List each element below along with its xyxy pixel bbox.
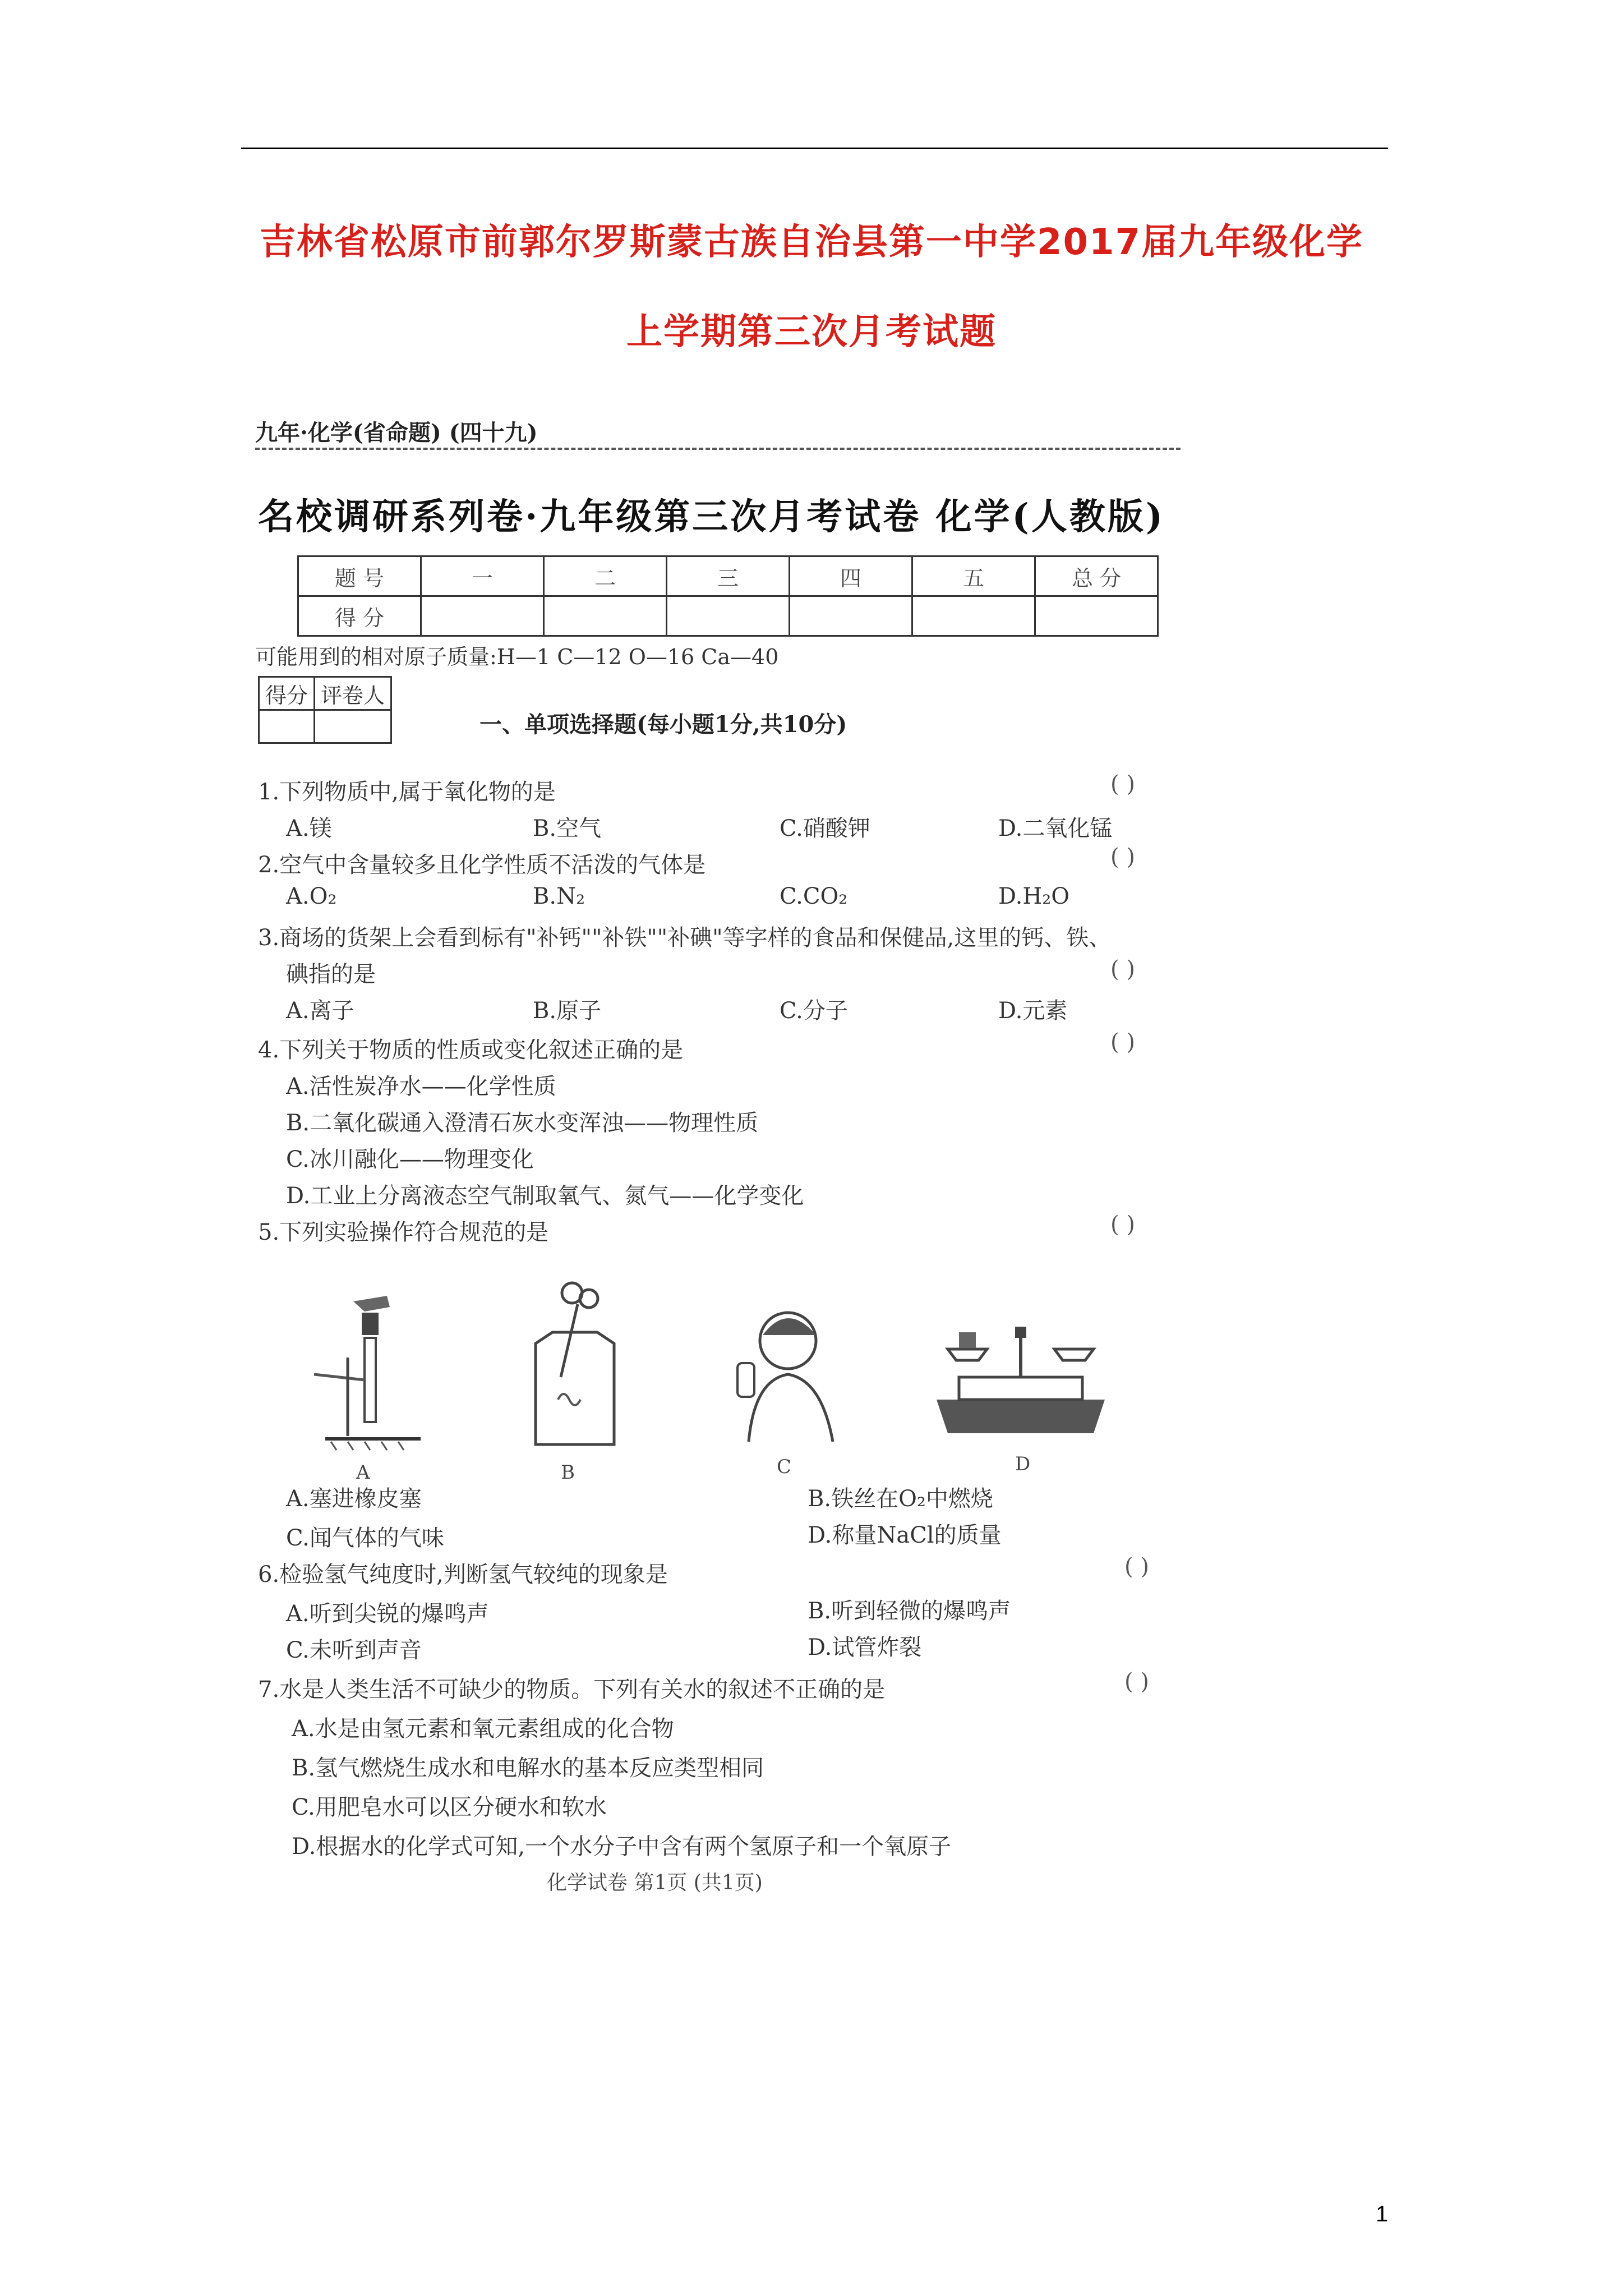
exam-header: 九年·化学(省命题) (四十九) xyxy=(255,420,538,446)
page-number: 1 xyxy=(1376,2202,1389,2226)
q3-option-b: B.原子 xyxy=(533,998,602,1024)
section-heading: 一、单项选择题(每小题1分,共10分) xyxy=(479,711,847,738)
score-table-header-row xyxy=(298,556,1158,596)
score-cell xyxy=(912,596,1035,636)
q3-stem-cont: 碘指的是 xyxy=(286,961,376,987)
exam-footer: 化学试卷 第1页 (共1页) xyxy=(547,1871,763,1894)
q2-option-a: A.O₂ xyxy=(286,884,337,909)
q5-option-b: B.铁丝在O₂中燃烧 xyxy=(808,1486,993,1512)
q7-option-a: A.水是由氢元素和氧元素组成的化合物 xyxy=(292,1716,674,1742)
score-cell xyxy=(1035,596,1158,636)
q5-option-c: C.闻气体的气味 xyxy=(286,1525,444,1551)
q6-option-b: B.听到轻微的爆鸣声 xyxy=(808,1598,1011,1624)
q6-option-a: A.听到尖锐的爆鸣声 xyxy=(286,1601,489,1627)
score-cell: 三 xyxy=(667,556,790,596)
figure-b-label: B xyxy=(561,1461,575,1484)
figure-b-iron-wire-burning xyxy=(519,1276,631,1456)
score-cell: 四 xyxy=(790,556,912,596)
score-cell xyxy=(667,596,790,636)
q2-option-c: C.CO₂ xyxy=(780,884,848,909)
q6-stem: 6.检验氢气纯度时,判断氢气较纯的现象是 xyxy=(258,1562,668,1588)
q1-option-a: A.镁 xyxy=(286,816,332,841)
q2-stem: 2.空气中含量较多且化学性质不活泼的气体是 xyxy=(258,852,706,878)
answer-paren: ( ) xyxy=(1110,1029,1135,1055)
score-cell: 一 xyxy=(421,556,544,596)
answer-paren: ( ) xyxy=(1110,956,1135,982)
q1-option-d: D.二氧化锰 xyxy=(998,816,1113,841)
answer-paren: ( ) xyxy=(1124,1554,1149,1580)
score-cell: 题 号 xyxy=(298,556,421,596)
q3-stem: 3.商场的货架上会看到标有"补钙""补铁""补碘"等字样的食品和保健品,这里的钙、铁、 xyxy=(258,925,1112,951)
top-rule xyxy=(241,148,1388,149)
exam-title: 名校调研系列卷·九年级第三次月考试卷 化学(人教版) xyxy=(258,496,1165,538)
q6-option-c: C.未听到声音 xyxy=(286,1637,422,1663)
document-title-line2: 上学期第三次月考试题 xyxy=(626,311,997,353)
figure-a-label: A xyxy=(356,1461,370,1484)
figure-c-label: C xyxy=(777,1456,792,1478)
figure-d-label: D xyxy=(1015,1453,1031,1475)
score-cell: 二 xyxy=(544,556,667,596)
score-cell: 得 分 xyxy=(298,596,421,636)
q1-option-b: B.空气 xyxy=(533,816,602,841)
scanned-exam-page xyxy=(255,404,1220,1975)
q3-option-a: A.离子 xyxy=(286,998,354,1024)
q2-option-b: B.N₂ xyxy=(533,884,585,909)
grader-label: 评卷人 xyxy=(315,677,391,710)
grader-score-label: 得分 xyxy=(259,677,315,710)
header-rule xyxy=(255,448,1181,450)
answer-paren: ( ) xyxy=(1110,771,1135,797)
q6-option-d: D.试管炸裂 xyxy=(808,1635,922,1660)
q7-option-c: C.用肥皂水可以区分硬水和软水 xyxy=(292,1795,607,1820)
q3-option-d: D.元素 xyxy=(998,998,1068,1024)
answer-paren: ( ) xyxy=(1110,844,1135,870)
q1-option-c: C.硝酸钾 xyxy=(780,816,870,841)
figure-d-weighing-balance xyxy=(925,1310,1116,1444)
score-cell xyxy=(544,596,667,636)
figure-a-insert-stopper xyxy=(308,1285,443,1453)
q4-option-d: D.工业上分离液态空气制取氧气、氮气——化学变化 xyxy=(286,1183,804,1209)
q7-option-b: B.氢气燃烧生成水和电解水的基本反应类型相同 xyxy=(292,1755,764,1781)
q7-option-d: D.根据水的化学式可知,一个水分子中含有两个氢原子和一个氧原子 xyxy=(292,1834,952,1860)
q5-option-d: D.称量NaCl的质量 xyxy=(808,1522,1002,1548)
score-cell xyxy=(421,596,544,636)
score-table-value-row xyxy=(298,596,1158,636)
q3-option-c: C.分子 xyxy=(780,998,848,1024)
score-cell: 五 xyxy=(912,556,1035,596)
grader-cell xyxy=(315,710,391,743)
grader-table xyxy=(258,676,392,744)
q4-option-b: B.二氧化碳通入澄清石灰水变浑浊——物理性质 xyxy=(286,1110,759,1136)
score-cell xyxy=(790,596,912,636)
figure-c-smelling-gas xyxy=(715,1301,861,1447)
document-title-line1: 吉林省松原市前郭尔罗斯蒙古族自治县第一中学2017届九年级化学 xyxy=(259,222,1364,263)
grader-cell xyxy=(259,710,315,743)
q5-option-a: A.塞进橡皮塞 xyxy=(286,1486,422,1512)
q7-stem: 7.水是人类生活不可缺少的物质。下列有关水的叙述不正确的是 xyxy=(258,1677,886,1703)
atomic-masses: 可能用到的相对原子质量:H—1 C—12 O—16 Ca—40 xyxy=(255,645,779,669)
q4-stem: 4.下列关于物质的性质或变化叙述正确的是 xyxy=(258,1037,684,1063)
q2-option-d: D.H₂O xyxy=(998,884,1070,909)
q1-stem: 1.下列物质中,属于氧化物的是 xyxy=(258,779,556,805)
score-cell: 总 分 xyxy=(1035,556,1158,596)
q5-stem: 5.下列实验操作符合规范的是 xyxy=(258,1220,549,1245)
answer-paren: ( ) xyxy=(1110,1212,1135,1237)
score-table xyxy=(297,555,1159,637)
q4-option-c: C.冰川融化——物理变化 xyxy=(286,1147,534,1172)
q4-option-a: A.活性炭净水——化学性质 xyxy=(286,1074,556,1099)
answer-paren: ( ) xyxy=(1124,1669,1149,1695)
